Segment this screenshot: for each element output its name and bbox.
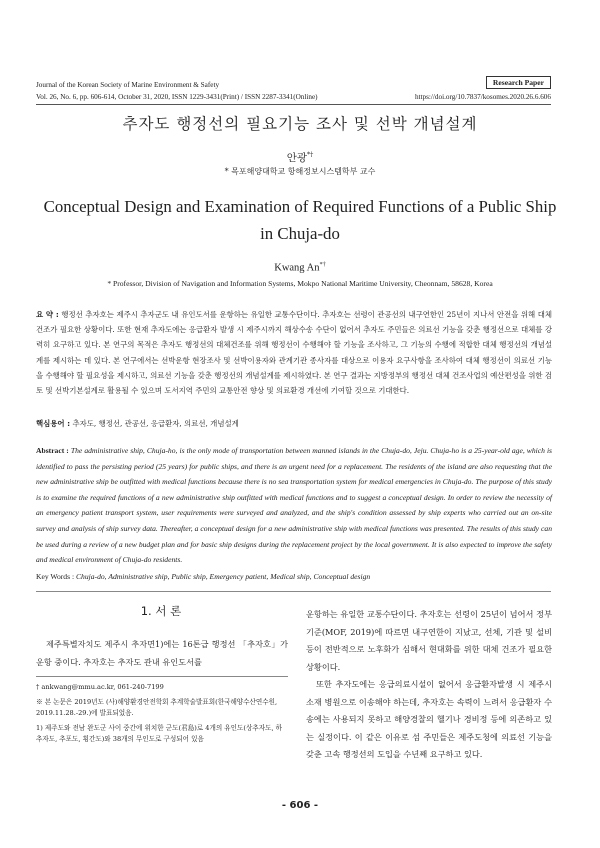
page-number: - 606 - — [281, 800, 319, 811]
footnote-contact: † ankwang@mmu.ac.kr, 061-240-7199 — [36, 683, 164, 691]
korean-keywords-text: 추자도, 행정선, 관공선, 응급환자, 의료선, 개념설계 — [72, 419, 239, 428]
korean-affiliation: * 목포해양대학교 항해정보시스템학부 교수 — [224, 167, 376, 176]
korean-keywords — [36, 418, 552, 429]
english-keywords-text: Chuja-do, Administrative ship, Public ship, Emergency patient, Medical ship, Conceptual design — [75, 572, 371, 581]
korean-author — [0, 150, 600, 165]
korean-keywords-label: 핵심용어 : — [36, 419, 71, 428]
intro-paragraph-right-2: 또한 추자도에는 응급의료시설이 없어서 응급환자발생 시 제주시 소재 병원으로 이송해야 하는데, 추자호는 속력이 느려서 응급환자 수송에는 사용되지 못하고 해양경찰의 헬기나 경비정 등에 의존하고 있는 실정이다. 이 같은 이유로 섬 주민들은 제주도청에 의료선 기능을 갖춘 고속 행정선의 도입을 수년째 요구하고 있다. — [306, 679, 552, 759]
left-column — [36, 636, 288, 671]
korean-abstract-text: 행정선 추자호는 제주시 추자군도 내 유인도서를 운항하는 유일한 교통수단이다. 추자호는 선령이 관공선의 내구연한인 25년이 지나서 안전을 위해 대체 건조가 필요한 상황이다. 또한 현재 추자도에는 응급환자 발생 시 제주시까지 해상수송 수단이 없어서 추자도 주민들은 의료선 기능을 갖춘 행정선으로 대체를 강력히 요구하고 있다. 본 연구의 목적은 추자도 행정선의 대체건조를 위해 행정선이 수행해야 할 기능을 조사하고, 그 기능의 수행에 적합한 대체 행정선의 개념설계를 제시하는 데 있다. 본 연구에서는 선박운항 현장조사 및 선박이용자와 관계기관 종사자를 대상으로 이용자 요구사항을 조사하여 대체 행정선이 의료선 기능을 수행해야 할 필요성을 제시하고, 의료선 기능을 갖춘 행정선의 개념설계를 제시하였다. 본 연구 결과는 지방정부의 행정선 대체 건조사업의 예산편성을 위한 검토 및 선박기본설계로 활용될 수 있으며 도서지역 주민의 교통안전 향상 및 의료환경 개선에 기여할 것으로 기대한다. — [36, 310, 552, 396]
english-keywords — [36, 572, 552, 581]
volume-info: Vol. 26, No. 6, pp. 606-614, October 31, 2020, ISSN 1229-3431(Print) / ISSN 2287-3341(Online) — [36, 93, 318, 101]
english-author-name: Kwang An — [274, 262, 320, 274]
korean-abstract-label: 요 약 : — [36, 310, 59, 319]
intro-paragraph-left: 제주특별자치도 제주시 추자면1)에는 16톤급 행정선 「추자호」가 운항 중이다. 추자호는 추자도 관내 유인도서를 — [36, 639, 288, 667]
right-column — [306, 606, 552, 764]
korean-author-name: 안광 — [286, 152, 307, 164]
english-abstract-text: The administrative ship, Chuja-ho, is the only mode of transportation between manned islands in the Chuja-do, Jeju. Chuja-ho is a 25-year-old age, which is identified to pass the persisting period (25 years) for public ships, and there is an urgent need for a replacement. The residents of the island are also requesting that the new administrative ship be outfitted with medical functions because there is no sea transportation system for medical emergencies in Chuja-do. The purpose of this study is to examine the required functions of a new administrative ship outfitted with medical functions and to suggest a conceptual design. In order to review the necessity of an emergency patient transport system, user requirements were surveyed and analyzed, and the ship's condition assessed by ship experts who carried out an on-site survey and analysis of ship survey data. Thereafter, a conceptual design for a new administrative ship with medical functions was presented. The results of this study can be used during a review of a new budget plan and for basic ship designs during the replacement project by the local government. It is also expected to improve the safety and medical environment of Chuja-do residents. — [36, 446, 553, 565]
english-title: Conceptual Design and Examination of Required Functions of a Public Ship in Chuja-do — [43, 197, 557, 243]
english-abstract-label: Abstract : — [36, 446, 69, 455]
english-keywords-label: Key Words : — [36, 572, 75, 581]
english-author — [0, 261, 600, 274]
section-heading: 1. 서 론 — [140, 604, 182, 618]
footnote-note: ※ 본 논문은 2019년도 (사)해양환경안전학회 추계학술발표회(한국해양수산연수원, 2019.11.28.-29.)에 발표되었음. — [36, 698, 278, 718]
korean-abstract — [36, 307, 552, 398]
paper-type-badge: Research Paper — [486, 76, 551, 89]
footnote-divider — [36, 676, 288, 677]
korean-title: 추자도 행정선의 필요기능 조사 및 선박 개념설계 — [122, 115, 478, 133]
journal-name: Journal of the Korean Society of Marine Environment & Safety — [36, 81, 220, 89]
intro-paragraph-right-1: 운항하는 유일한 교통수단이다. 추자호는 선령이 25년이 넘어서 정부기준(MOF, 2019)에 따르면 내구연한이 지났고, 선체, 기관 및 설비 등이 전반적으로 노후화가 심해서 현대화를 위한 대체 건조가 필요한 상황이다. — [306, 609, 552, 672]
english-abstract — [36, 443, 552, 568]
doi-link[interactable]: https://doi.org/10.7837/kosomes.2020.26.6.606 — [414, 93, 551, 101]
header-divider — [36, 104, 551, 105]
english-author-mark: *† — [319, 261, 326, 268]
footnote-1: 1) 제주도와 전남 완도군 사이 중간에 위치한 군도(君島)로 4개의 유인도(상추자도, 하추자도, 추포도, 횡간도)와 38개의 무인도로 구성되어 있음 — [36, 724, 283, 744]
english-affiliation: * Professor, Division of Navigation and Information Systems, Mokpo National Maritime University, Cheonnam, 58628, Korea — [107, 279, 493, 288]
korean-author-mark: *† — [307, 151, 314, 159]
abstract-divider — [36, 591, 551, 592]
